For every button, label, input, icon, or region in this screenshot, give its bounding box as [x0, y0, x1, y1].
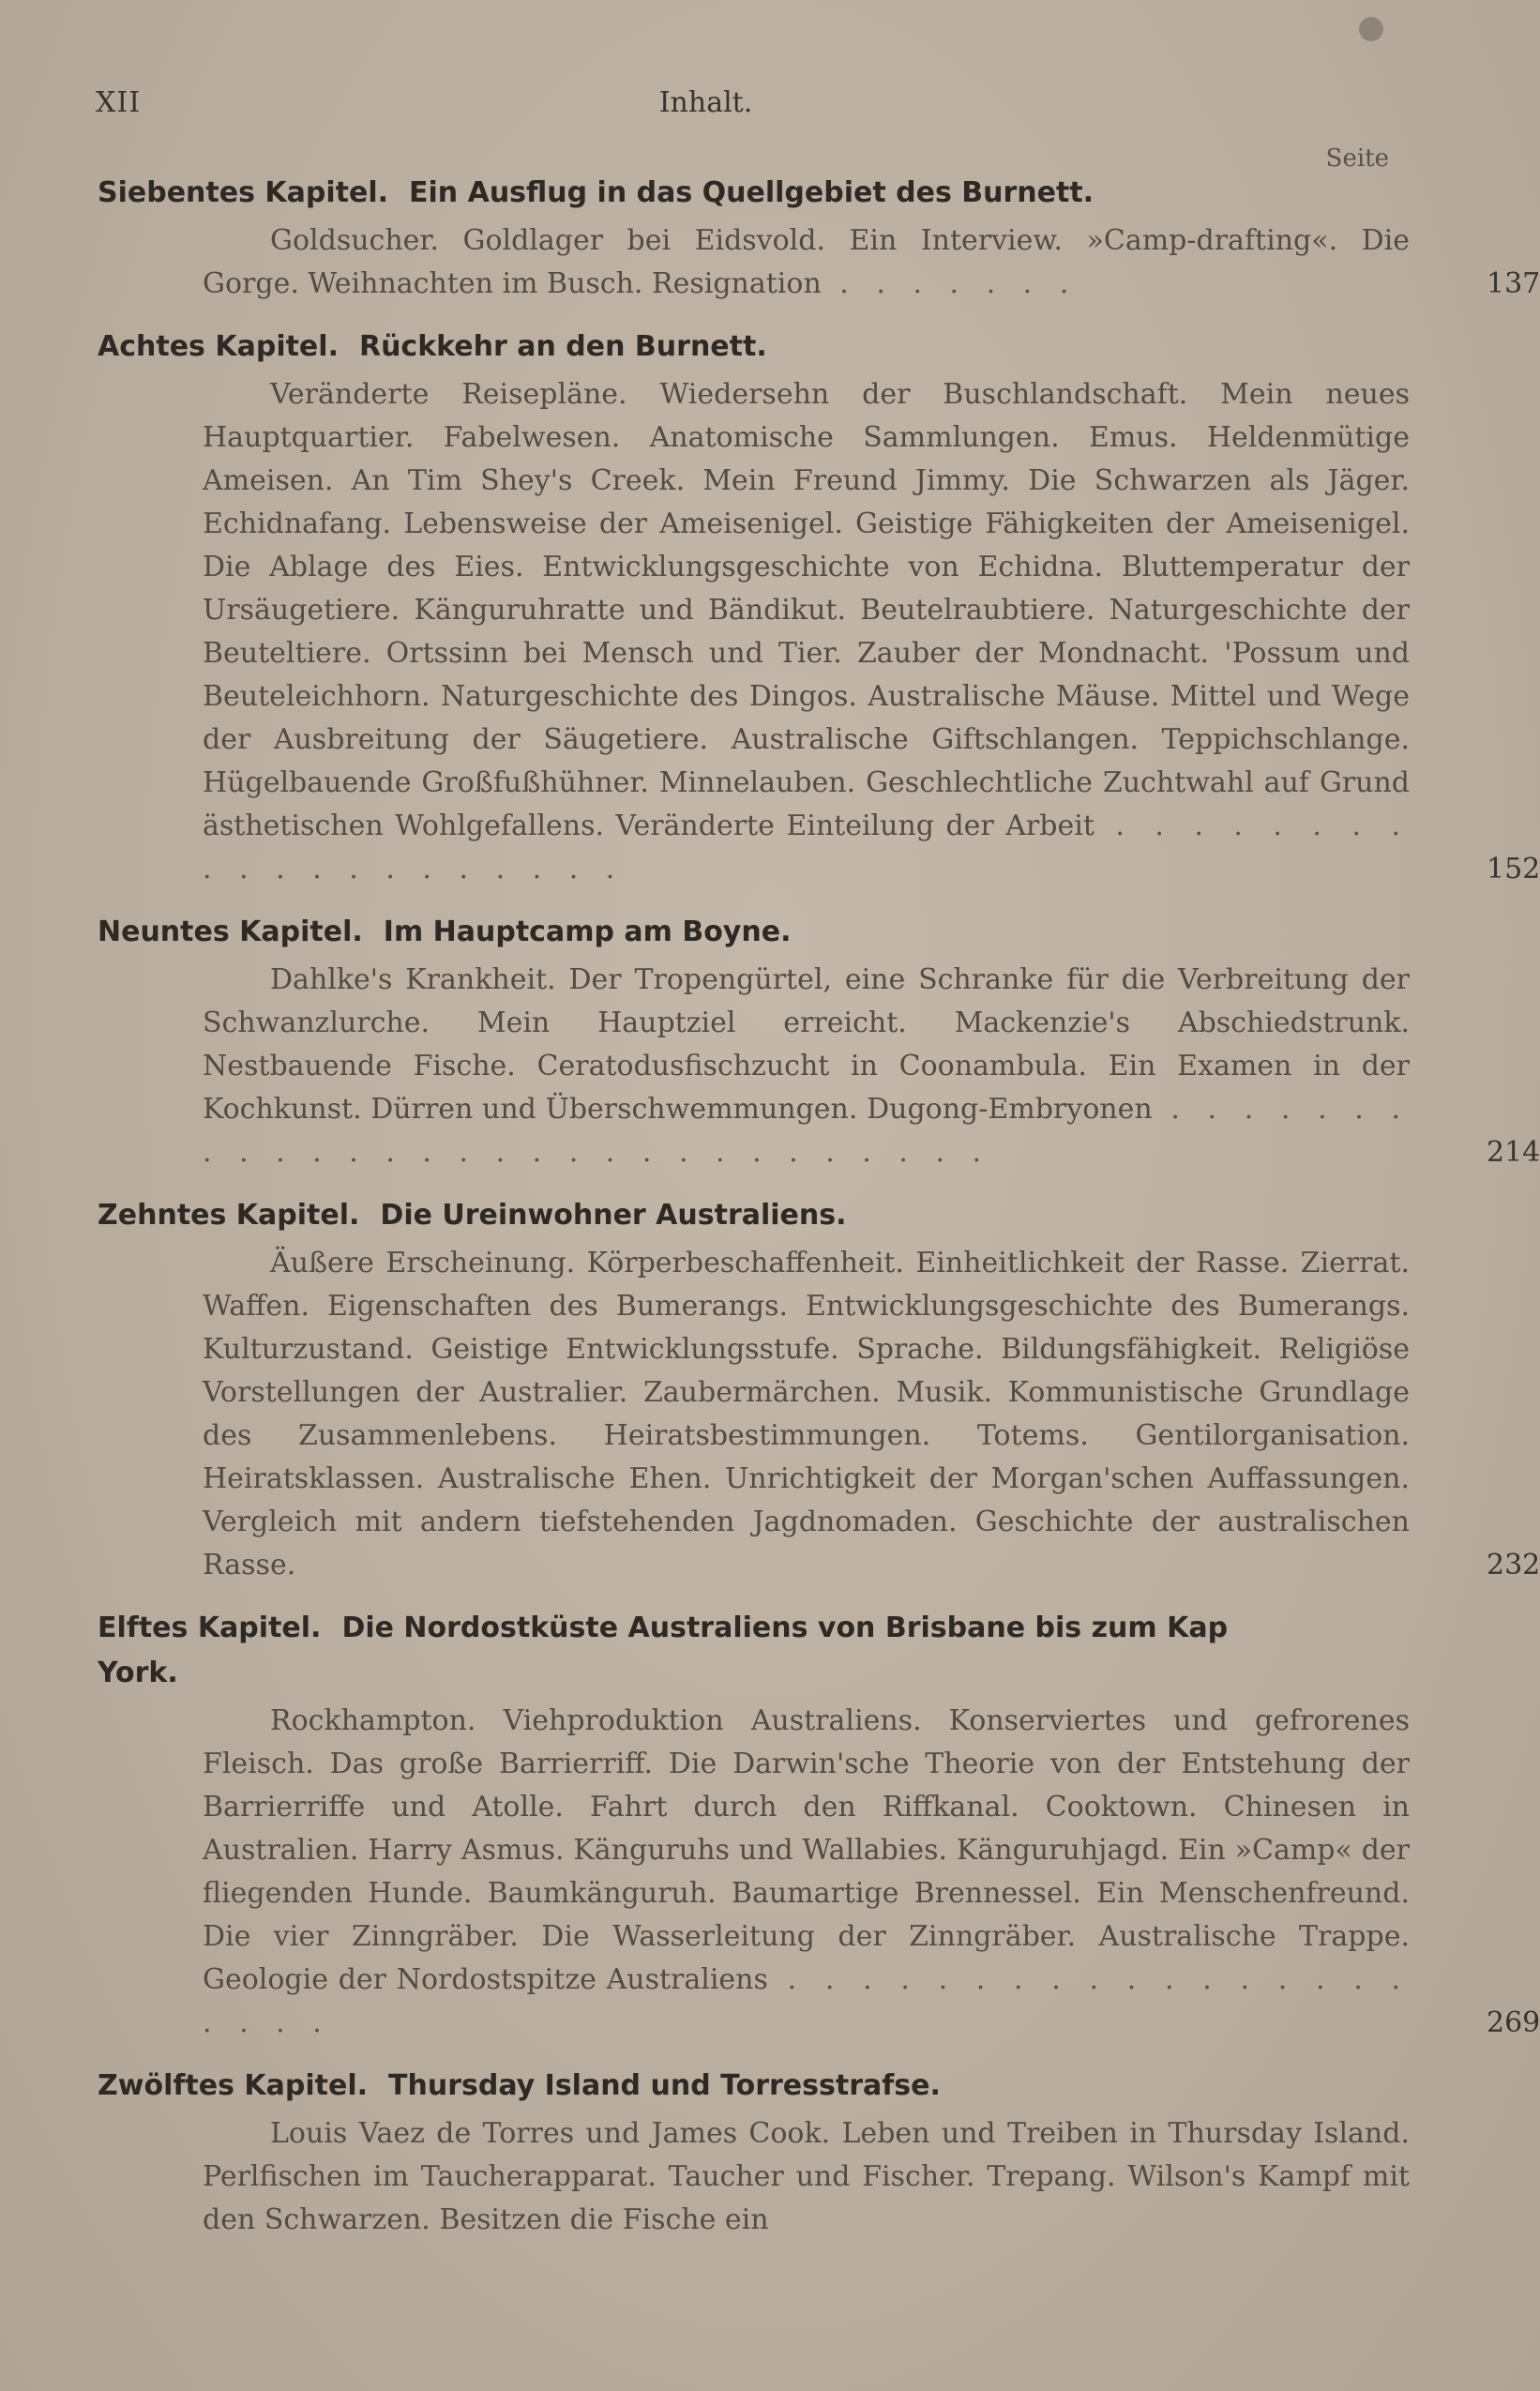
- page-title: Inhalt.: [658, 86, 753, 119]
- chapter-summary: [203, 959, 1540, 1174]
- chapter-title: Ein Ausflug in das Quellgebiet des Burnett.: [409, 176, 1095, 209]
- chapter-label: Zehntes Kapitel.: [98, 1199, 360, 1232]
- chapter-title: Im Hauptcamp am Boyne.: [383, 916, 792, 948]
- chapter-entry: [98, 910, 1540, 1174]
- chapter-heading: [98, 325, 1307, 370]
- chapter-label: Neuntes Kapitel.: [98, 916, 363, 948]
- chapter-label: Achtes Kapitel.: [98, 330, 339, 363]
- chapter-heading: [98, 2064, 1307, 2109]
- dot-leader: . . . . . . . . . . . . . . . . . . . .: [203, 810, 1411, 885]
- chapter-entry: [98, 2064, 1410, 2242]
- chapter-title: Rückkehr an den Burnett.: [358, 330, 767, 363]
- chapter-heading: [98, 1193, 1307, 1238]
- dot-leader: . . . . . . .: [821, 267, 1079, 300]
- chapter-heading: [98, 171, 1307, 216]
- chapter-summary: [203, 1242, 1540, 1587]
- chapter-entry: [98, 325, 1540, 891]
- chapter-page-number: 269: [1487, 2006, 1540, 2039]
- dot-leader: . . . . . . . . . . . . . . . . . . . . .: [203, 1963, 1410, 2039]
- chapter-summary-text: Louis Vaez de Torres und James Cook. Leben und Treiben in Thursday Island. Perlfischen im Taucherapparat. Taucher und Fischer. Trepang. Wilson's Kampf mit den Schwarzen. Besitzen die Fische ein: [203, 2117, 1410, 2236]
- page-column-label: Seite: [1325, 144, 1389, 173]
- chapter-summary-text: Veränderte Reisepläne. Wiedersehn der Buschlandschaft. Mein neues Hauptquartier. Fabelwesen. Anatomische Sammlungen. Emus. Heldenmütige Ameisen. An Tim Shey's Creek. Mein Freund Jimmy. Die Schwarzen als Jäger. Echidnafang. Lebensweise der Ameisenigel. Geistige Fähigkeiten der Ameisenigel. Die Ablage des Eies. Entwicklungsgeschichte von Echidna. Bluttemperatur der Ursäugetiere. Känguruhratte und Bändikut. Beutelraubtiere. Naturgeschichte der Beuteltiere. Ortssinn bei Mensch und Tier. Zauber der Mondnacht. 'Possum und Beuteleichhorn. Naturgeschichte des Dingos. Australische Mäuse. Mittel und Wege der Ausbreitung der Säugetiere. Australische Giftschlangen. Teppichschlange. Hügelbauende Großfußhühner. Minnelauben. Geschlechtliche Zuchtwahl auf Grund ästhetischen Wohlgefallens. Veränderte Einteilung der Arbeit: [203, 378, 1410, 842]
- chapter-summary: [203, 373, 1540, 891]
- page-header: [96, 86, 1316, 128]
- chapter-entry: [98, 1606, 1540, 2045]
- chapter-entry: [98, 171, 1540, 306]
- chapter-entry: [98, 1193, 1540, 1587]
- chapter-summary-text: Äußere Erscheinung. Körperbeschaffenheit. Einheitlichkeit der Rasse. Zierrat. Waffen. Eigenschaften des Bumerangs. Entwicklungsgeschichte des Bumerangs. Kulturzustand. Geistige Entwicklungsstufe. Sprache. Bildungsfähigkeit. Religiöse Vorstellungen der Australier. Zaubermärchen. Musik. Kommunistische Grundlage des Zusammenlebens. Heiratsbestimmungen. Totems. Gentilorganisation. Heiratsklassen. Australische Ehen. Unrichtigkeit der Morgan'schen Auffassungen. Vergleich mit andern tiefstehenden Jagdnomaden. Geschichte der australischen Rasse.: [203, 1247, 1410, 1581]
- page-numeral: XII: [96, 86, 142, 119]
- chapter-summary: [203, 1700, 1540, 2045]
- page-blemish: [1359, 17, 1383, 41]
- table-of-contents: [98, 171, 1540, 2261]
- dot-leader: . . . . . . . . . . . . . . . . . . . . . . . . . . . . .: [203, 1093, 1410, 1169]
- chapter-summary: [203, 219, 1540, 306]
- chapter-summary-text: Dahlke's Krankheit. Der Tropengürtel, eine Schranke für die Verbreitung der Schwanzlurche. Mein Hauptziel erreicht. Mackenzie's Abschiedstrunk. Nestbauende Fische. Ceratodusfischzucht in Coonambula. Ein Examen in der Kochkunst. Dürren und Überschwemmungen. Dugong-Embryonen: [203, 963, 1410, 1126]
- chapter-page-number: 152: [1487, 853, 1540, 885]
- chapter-title: Thursday Island und Torresstrafse.: [388, 2069, 941, 2102]
- chapter-page-number: 214: [1487, 1136, 1540, 1169]
- chapter-label: Zwölftes Kapitel.: [98, 2069, 369, 2102]
- chapter-label: Elftes Kapitel.: [98, 1612, 322, 1644]
- chapter-title: Die Nordostküste Australiens von Brisbane bis zum Kap York.: [98, 1612, 1229, 1689]
- chapter-title: Die Ureinwohner Australiens.: [380, 1199, 847, 1232]
- chapter-page-number: 232: [1487, 1549, 1540, 1581]
- chapter-summary: [203, 2112, 1410, 2242]
- chapter-heading: [98, 910, 1307, 955]
- chapter-heading: [98, 1606, 1307, 1696]
- chapter-summary-text: Rockhampton. Viehproduktion Australiens. Konserviertes und gefrorenes Fleisch. Das große Barrierriff. Die Darwin'sche Theorie von der Entstehung der Barrierriffe und Atolle. Fahrt durch den Riffkanal. Cooktown. Chinesen in Australien. Harry Asmus. Känguruhs und Wallabies. Känguruhjagd. Ein »Camp« der fliegenden Hunde. Baumkänguruh. Baumartige Brennessel. Ein Menschenfreund. Die vier Zinngräber. Die Wasserleitung der Zinngräber. Australische Trappe. Geologie der Nordostspitze Australiens: [203, 1704, 1410, 1996]
- chapter-summary-text: Goldsucher. Goldlager bei Eidsvold. Ein Interview. »Camp-drafting«. Die Gorge. Weihnachten im Busch. Resignation: [203, 224, 1410, 300]
- chapter-page-number: 137: [1487, 267, 1540, 300]
- chapter-label: Siebentes Kapitel.: [98, 176, 389, 209]
